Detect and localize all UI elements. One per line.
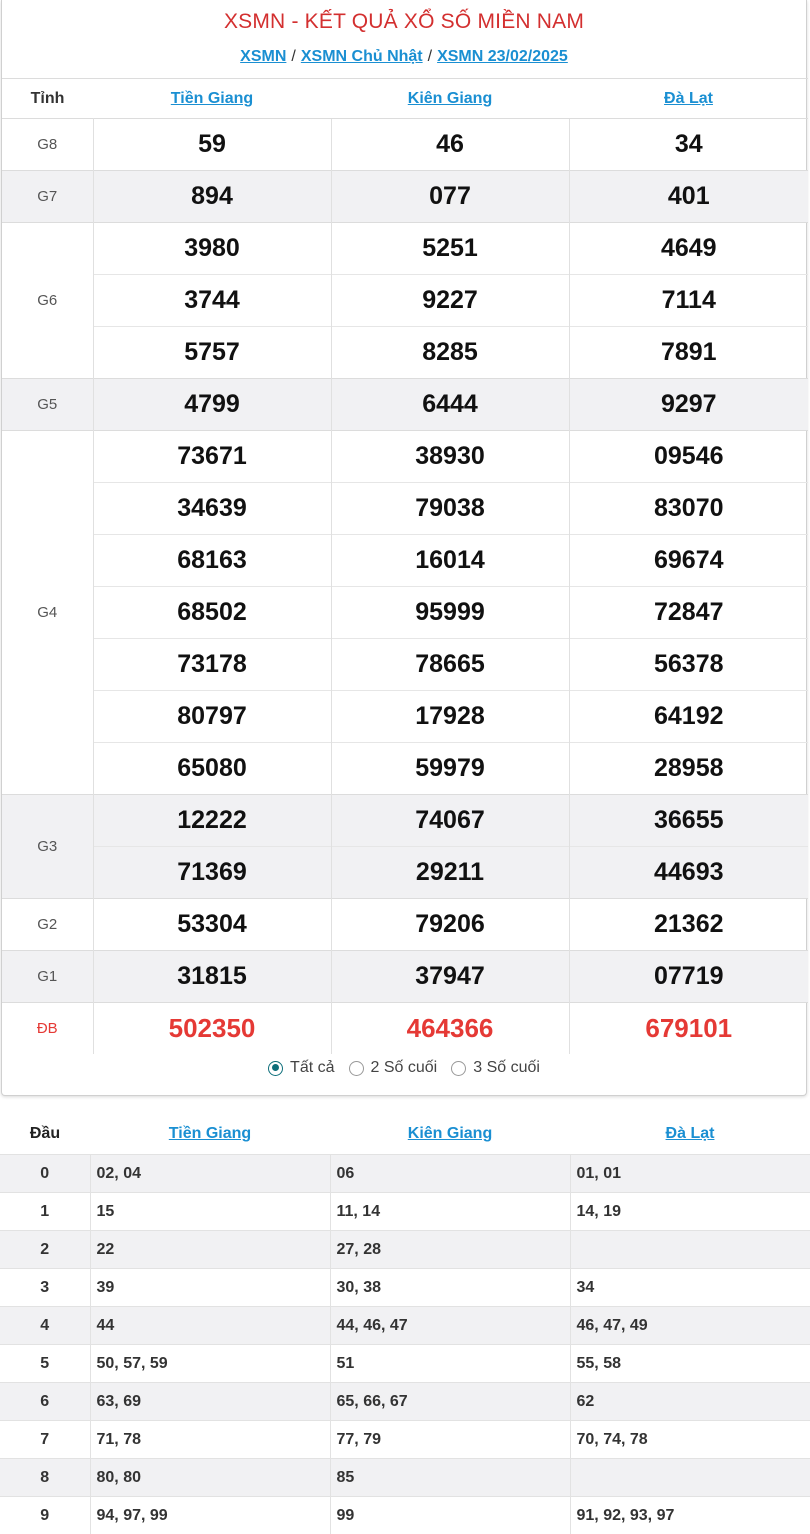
dau-values: 55, 58	[570, 1345, 810, 1383]
filter-option[interactable]	[451, 1059, 540, 1077]
prize-number: 9227	[331, 275, 569, 327]
prize-number: 59979	[331, 743, 569, 795]
prize-number: 79206	[331, 899, 569, 951]
prize-number: 73178	[93, 639, 331, 691]
dau-province-header	[570, 1114, 810, 1155]
dau-values: 70, 74, 78	[570, 1421, 810, 1459]
prize-row	[2, 119, 808, 171]
prize-row	[2, 171, 808, 223]
filter-option-label: 3 Số cuối	[473, 1059, 540, 1076]
prize-number: 9297	[569, 379, 808, 431]
prize-number: 4649	[569, 223, 808, 275]
prize-row	[2, 899, 808, 951]
prize-row	[2, 951, 808, 1003]
prize-row	[2, 587, 808, 639]
dau-digit: 9	[0, 1497, 90, 1534]
dau-values: 71, 78	[90, 1421, 330, 1459]
prize-row	[2, 275, 808, 327]
dau-values: 15	[90, 1193, 330, 1231]
filter-option-label: Tất cả	[290, 1059, 335, 1076]
prize-number: 07719	[569, 951, 808, 1003]
prize-number: 077	[331, 171, 569, 223]
dau-values: 77, 79	[330, 1421, 570, 1459]
dau-province-header	[330, 1114, 570, 1155]
province-header	[569, 79, 808, 119]
prize-number: 53304	[93, 899, 331, 951]
dau-province-header	[90, 1114, 330, 1155]
prize-number: 71369	[93, 847, 331, 899]
dau-values: 30, 38	[330, 1269, 570, 1307]
dau-values: 06	[330, 1155, 570, 1193]
special-prize-number: 502350	[93, 1003, 331, 1055]
prize-row	[2, 639, 808, 691]
prize-number: 74067	[331, 795, 569, 847]
results-card	[1, 0, 807, 1096]
dau-row	[0, 1307, 810, 1345]
prize-row	[2, 743, 808, 795]
dau-values: 34	[570, 1269, 810, 1307]
prize-number: 5757	[93, 327, 331, 379]
prize-row	[2, 327, 808, 379]
dau-values: 27, 28	[330, 1231, 570, 1269]
dau-digit: 3	[0, 1269, 90, 1307]
prize-number: 6444	[331, 379, 569, 431]
dau-digit: 2	[0, 1231, 90, 1269]
dau-row	[0, 1269, 810, 1307]
dau-table	[0, 1114, 810, 1534]
dau-values: 39	[90, 1269, 330, 1307]
prize-number: 12222	[93, 795, 331, 847]
prize-number: 78665	[331, 639, 569, 691]
prize-number: 17928	[331, 691, 569, 743]
breadcrumb-separator: /	[291, 48, 296, 65]
dau-values: 80, 80	[90, 1459, 330, 1497]
prize-number: 31815	[93, 951, 331, 1003]
dau-link-kien-giang[interactable]: Kiên Giang	[407, 1125, 493, 1142]
dau-values: 14, 19	[570, 1193, 810, 1231]
dau-row	[0, 1421, 810, 1459]
prize-row	[2, 483, 808, 535]
dau-row	[0, 1155, 810, 1193]
dau-row	[0, 1345, 810, 1383]
dau-values: 46, 47, 49	[570, 1307, 810, 1345]
filter-option-label: 2 Số cuối	[370, 1059, 438, 1076]
prize-row	[2, 223, 808, 275]
dau-row	[0, 1459, 810, 1497]
special-prize-number: 464366	[331, 1003, 569, 1055]
prize-number: 28958	[569, 743, 808, 795]
province-header	[93, 79, 331, 119]
dau-row	[0, 1497, 810, 1534]
dau-row	[0, 1231, 810, 1269]
prize-label: G1	[2, 951, 93, 1003]
prize-number: 16014	[331, 535, 569, 587]
prize-number: 894	[93, 171, 331, 223]
prize-row	[2, 431, 808, 483]
prize-number: 68502	[93, 587, 331, 639]
page-title: XSMN - KẾT QUẢ XỔ SỐ MIỀN NAM	[223, 10, 585, 33]
dau-link-tien-giang[interactable]: Tiền Giang	[168, 1125, 252, 1142]
prize-row	[2, 1003, 808, 1055]
prize-number: 65080	[93, 743, 331, 795]
prize-number: 34639	[93, 483, 331, 535]
prize-label: ĐB	[2, 1003, 93, 1055]
breadcrumb-separator: /	[427, 48, 433, 65]
dau-values: 63, 69	[90, 1383, 330, 1421]
prize-row	[2, 379, 808, 431]
dau-digit: 8	[0, 1459, 90, 1497]
dau-values: 50, 57, 59	[90, 1345, 330, 1383]
radio-icon[interactable]	[451, 1061, 466, 1076]
prize-number: 3980	[93, 223, 331, 275]
dau-values: 91, 92, 93, 97	[570, 1497, 810, 1534]
breadcrumb	[2, 48, 806, 66]
prize-number: 64192	[569, 691, 808, 743]
prize-number: 4799	[93, 379, 331, 431]
dau-digit: 7	[0, 1421, 90, 1459]
prize-number: 72847	[569, 587, 808, 639]
prize-number: 37947	[331, 951, 569, 1003]
filter-option[interactable]	[268, 1059, 334, 1077]
prize-row	[2, 691, 808, 743]
prize-number: 29211	[331, 847, 569, 899]
dau-values: 44, 46, 47	[330, 1307, 570, 1345]
prize-number: 09546	[569, 431, 808, 483]
dau-values: 94, 97, 99	[90, 1497, 330, 1534]
breadcrumb-xsmn-chu-nhat[interactable]: XSMN Chủ Nhật	[300, 48, 423, 65]
dau-values: 22	[90, 1231, 330, 1269]
prize-number: 68163	[93, 535, 331, 587]
dau-header-row	[0, 1114, 810, 1155]
province-link-tien-giang[interactable]: Tiền Giang	[170, 89, 254, 107]
prize-label: G4	[2, 431, 93, 795]
filter-option[interactable]	[349, 1059, 438, 1077]
dau-digit: 4	[0, 1307, 90, 1345]
prize-number: 8285	[331, 327, 569, 379]
number-filter	[2, 1059, 806, 1081]
results-header-row	[2, 79, 808, 119]
prize-number: 95999	[331, 587, 569, 639]
prize-label: G6	[2, 223, 93, 379]
breadcrumb-xsmn[interactable]: XSMN	[240, 48, 287, 65]
dau-values: 99	[330, 1497, 570, 1534]
dau-values	[570, 1231, 810, 1269]
prize-number: 38930	[331, 431, 569, 483]
prize-number: 69674	[569, 535, 808, 587]
breadcrumb-xsmn-date[interactable]: XSMN 23/02/2025	[437, 48, 568, 65]
radio-icon[interactable]	[268, 1061, 283, 1076]
dau-row	[0, 1383, 810, 1421]
prize-number: 7891	[569, 327, 808, 379]
prize-number: 401	[569, 171, 808, 223]
prize-number: 7114	[569, 275, 808, 327]
prize-label: G3	[2, 795, 93, 899]
prize-row	[2, 847, 808, 899]
prize-label: G7	[2, 171, 93, 223]
prize-number: 79038	[331, 483, 569, 535]
province-link-da-lat[interactable]: Đà Lạt	[664, 89, 713, 107]
province-link-kien-giang[interactable]: Kiên Giang	[407, 89, 493, 107]
dau-digit: 5	[0, 1345, 90, 1383]
province-header	[331, 79, 569, 119]
dau-values: 62	[570, 1383, 810, 1421]
dau-row	[0, 1193, 810, 1231]
dau-digit: 6	[0, 1383, 90, 1421]
dau-column-label: Đầu	[29, 1125, 61, 1142]
dau-values: 01, 01	[570, 1155, 810, 1193]
prize-number: 44693	[569, 847, 808, 899]
dau-values: 11, 14	[330, 1193, 570, 1231]
prize-label: G5	[2, 379, 93, 431]
prize-row	[2, 535, 808, 587]
dau-digit: 0	[0, 1155, 90, 1193]
radio-icon[interactable]	[349, 1061, 364, 1076]
prize-number: 59	[93, 119, 331, 171]
dau-link-da-lat[interactable]: Đà Lạt	[665, 1125, 715, 1142]
dau-values	[570, 1459, 810, 1497]
province-column-label: Tỉnh	[2, 79, 93, 119]
prize-row	[2, 795, 808, 847]
results-table	[2, 78, 808, 1054]
prize-number: 56378	[569, 639, 808, 691]
prize-number: 34	[569, 119, 808, 171]
special-prize-number: 679101	[569, 1003, 808, 1055]
prize-label: G2	[2, 899, 93, 951]
dau-values: 85	[330, 1459, 570, 1497]
prize-number: 46	[331, 119, 569, 171]
prize-number: 73671	[93, 431, 331, 483]
prize-number: 5251	[331, 223, 569, 275]
dau-values: 65, 66, 67	[330, 1383, 570, 1421]
dau-values: 02, 04	[90, 1155, 330, 1193]
prize-number: 21362	[569, 899, 808, 951]
dau-values: 44	[90, 1307, 330, 1345]
prize-number: 83070	[569, 483, 808, 535]
dau-digit: 1	[0, 1193, 90, 1231]
prize-number: 3744	[93, 275, 331, 327]
dau-values: 51	[330, 1345, 570, 1383]
prize-number: 36655	[569, 795, 808, 847]
prize-label: G8	[2, 119, 93, 171]
prize-number: 80797	[93, 691, 331, 743]
